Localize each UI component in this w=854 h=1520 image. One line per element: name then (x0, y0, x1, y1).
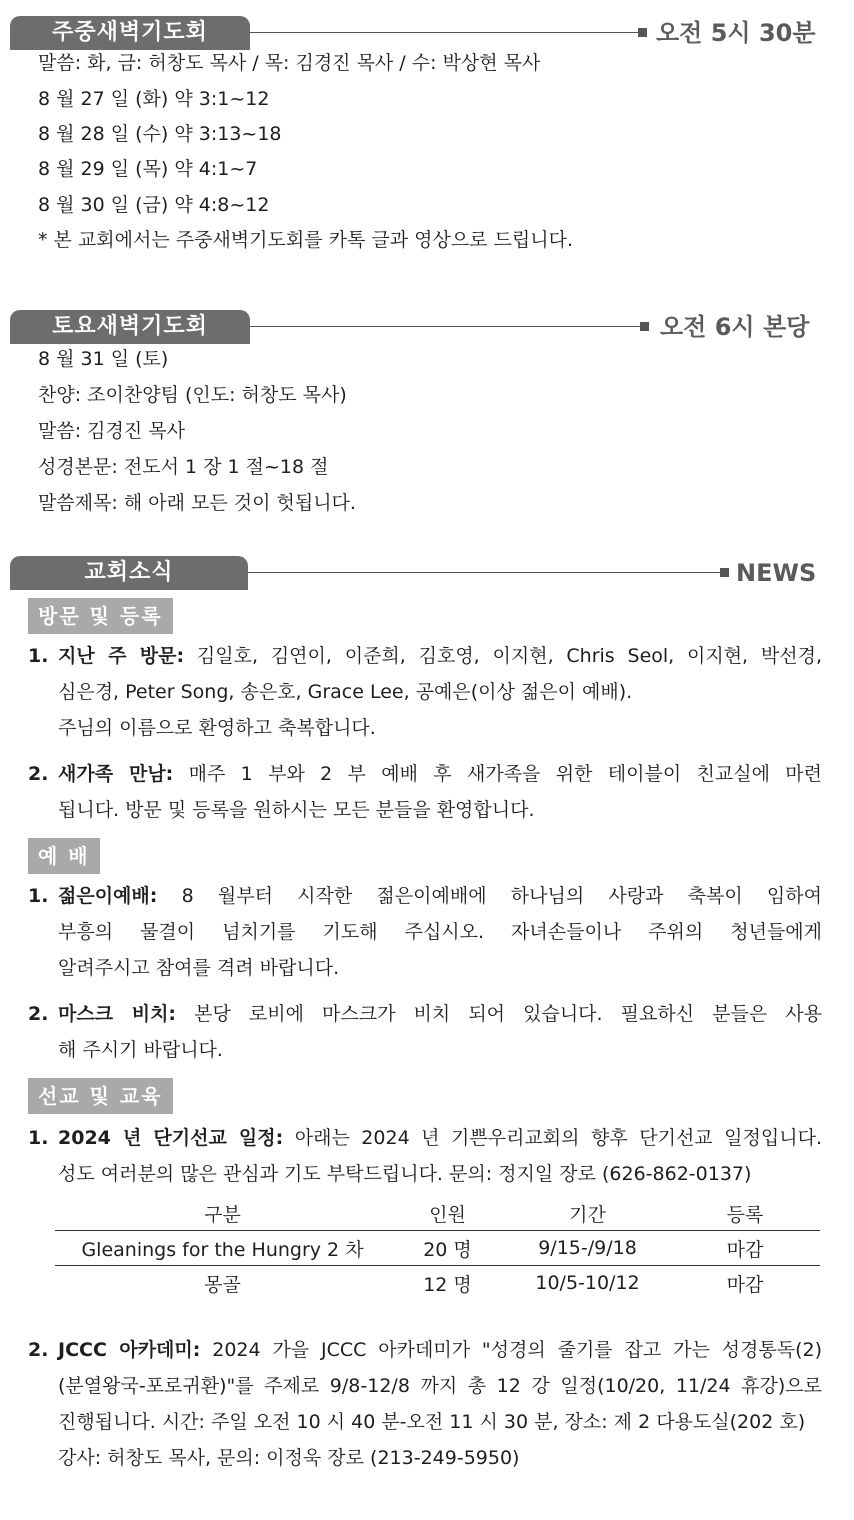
list-item (28, 638, 822, 748)
saturday-line: 찬양: 조이찬양팀 (인도: 허창도 목사) (38, 384, 347, 406)
item-row (58, 638, 822, 674)
visit-subheader: 방문 및 등록 (28, 598, 173, 634)
square-bullet-icon (720, 568, 729, 577)
dawn-prayer-title: 주중새벽기도회 (10, 16, 250, 50)
item-row: 강사: 허창도 목사, 문의: 이정욱 장로 (213-249-5950) (58, 1447, 520, 1469)
column-header: 인원 (390, 1196, 505, 1231)
item-row (58, 1332, 822, 1368)
item-lead: 새가족 만남: (58, 763, 174, 785)
item-text: 본당 로비에 마스크가 비치 되어 있습니다. 필요하신 분들은 사용 (176, 1003, 822, 1025)
news-title: 교회소식 (10, 556, 248, 590)
saturday-line: 성경본문: 전도서 1 장 1 절~18 절 (38, 456, 329, 478)
schedule-line: 8 월 28 일 (수) 약 3:13~18 (38, 123, 282, 145)
item-row (58, 756, 822, 792)
dawn-prayer-speakers: 말씀: 화, 금: 허창도 목사 / 목: 김경진 목사 / 수: 박상현 목사 (38, 52, 541, 74)
item-lead: 젊은이예배: (58, 885, 158, 907)
item-row (58, 878, 822, 914)
saturday-line: 말씀제목: 해 아래 모든 것이 헛됩니다. (38, 492, 356, 514)
column-header: 기간 (505, 1196, 670, 1231)
item-number: 2. (28, 763, 49, 785)
table-cell: 9/15-/9/18 (505, 1231, 670, 1266)
list-item (28, 878, 822, 988)
news-label: NEWS (736, 559, 817, 587)
item-text: 매주 1 부와 2 부 예배 후 새가족을 위한 테이블이 친교실에 마련 (173, 763, 822, 785)
column-header: 구분 (55, 1196, 390, 1231)
saturday-line: 말씀: 김경진 목사 (38, 420, 185, 442)
item-row: 심은경, Peter Song, 송은호, Grace Lee, 공예은(이상 젊은이 예배). (58, 681, 633, 703)
item-text: 2024 가을 JCCC 아카데미가 "성경의 줄기를 잡고 가는 성경통독(2) (200, 1339, 822, 1361)
table-cell: 10/5-10/12 (535, 1272, 640, 1294)
table-row (55, 1266, 820, 1301)
item-lead: 마스크 비치: (58, 1003, 177, 1025)
schedule-line: 8 월 27 일 (화) 약 3:1~12 (38, 88, 270, 110)
table-cell: 12 명 (423, 1273, 472, 1296)
dawn-prayer-time: 오전 5시 30분 (656, 19, 816, 47)
item-number: 1. (28, 885, 49, 907)
square-bullet-icon (640, 322, 649, 331)
table-row (55, 1231, 820, 1266)
item-row: 진행됩니다. 시간: 주일 오전 10 시 40 분-오전 11 시 30 분, 장소: 제 2 다용도실(202 호) (58, 1411, 806, 1433)
table-cell: 몽골 (204, 1273, 241, 1296)
item-text: 8 월부터 시작한 젊은이예배에 하나님의 사랑과 축복이 임하여 (157, 885, 822, 907)
item-row (58, 996, 822, 1032)
item-row: 알려주시고 참여를 격려 바랍니다. (58, 957, 340, 979)
dawn-prayer-note: * 본 교회에서는 주중새벽기도회를 카톡 글과 영상으로 드립니다. (38, 229, 574, 251)
worship-subheader: 예 배 (28, 838, 100, 874)
item-row: 됩니다. 방문 및 등록을 원하시는 모든 분들을 환영합니다. (58, 799, 535, 821)
item-number: 1. (28, 1127, 49, 1149)
saturday-prayer-title: 토요새벽기도회 (10, 310, 250, 344)
item-text: 김일호, 김연이, 이준희, 김호영, 이지현, Chris Seol, 이지현, 박선경, (184, 645, 822, 667)
item-row: 부흥의 물결이 넘치기를 기도해 주십시오. 자녀손들이나 주위의 청년들에게 (58, 921, 822, 943)
mission-schedule-table (55, 1196, 820, 1300)
schedule-line: 8 월 30 일 (금) 약 4:8~12 (38, 194, 270, 216)
item-row: 성도 여러분의 많은 관심과 기도 부탁드립니다. 문의: 정지일 장로 (626-862-0137) (58, 1163, 752, 1185)
list-item (28, 1120, 822, 1194)
table-cell: Gleanings for the Hungry 2 차 (55, 1231, 390, 1266)
list-item (28, 1332, 822, 1482)
table-cell: 마감 (670, 1231, 820, 1266)
dawn-prayer-header (10, 16, 822, 50)
item-row: 주님의 이름으로 환영하고 축복합니다. (58, 717, 376, 739)
mission-subheader: 선교 및 교육 (28, 1078, 173, 1114)
news-header (10, 556, 822, 590)
list-item (28, 756, 822, 830)
square-bullet-icon (638, 28, 647, 37)
item-row: (분열왕국-포로귀환)"를 주제로 9/8-12/8 까지 총 12 강 일정(10/20, 11/24 휴강)으로 (58, 1375, 822, 1397)
table-header-row (55, 1196, 820, 1231)
item-lead: 2024 년 단기선교 일정: (58, 1127, 284, 1149)
saturday-prayer-header (10, 310, 822, 344)
item-number: 2. (28, 1003, 49, 1025)
item-text: 아래는 2024 년 기쁜우리교회의 향후 단기선교 일정입니다. (283, 1127, 822, 1149)
header-rule (248, 572, 724, 573)
schedule-line: 8 월 29 일 (목) 약 4:1~7 (38, 158, 258, 180)
list-item (28, 996, 822, 1070)
table-cell: 20 명 (390, 1231, 505, 1266)
item-row: 해 주시기 바랍니다. (58, 1039, 223, 1061)
item-lead: JCCC 아카데미: (58, 1339, 201, 1361)
saturday-line: 8 월 31 일 (토) (38, 348, 169, 370)
header-rule (250, 32, 642, 33)
item-lead: 지난 주 방문: (58, 645, 185, 667)
item-number: 2. (28, 1339, 49, 1361)
header-rule (250, 326, 644, 327)
item-row (58, 1120, 822, 1156)
saturday-prayer-time: 오전 6시 본당 (660, 313, 810, 341)
item-number: 1. (28, 645, 49, 667)
column-header: 등록 (670, 1196, 820, 1231)
table-cell: 마감 (726, 1273, 764, 1296)
